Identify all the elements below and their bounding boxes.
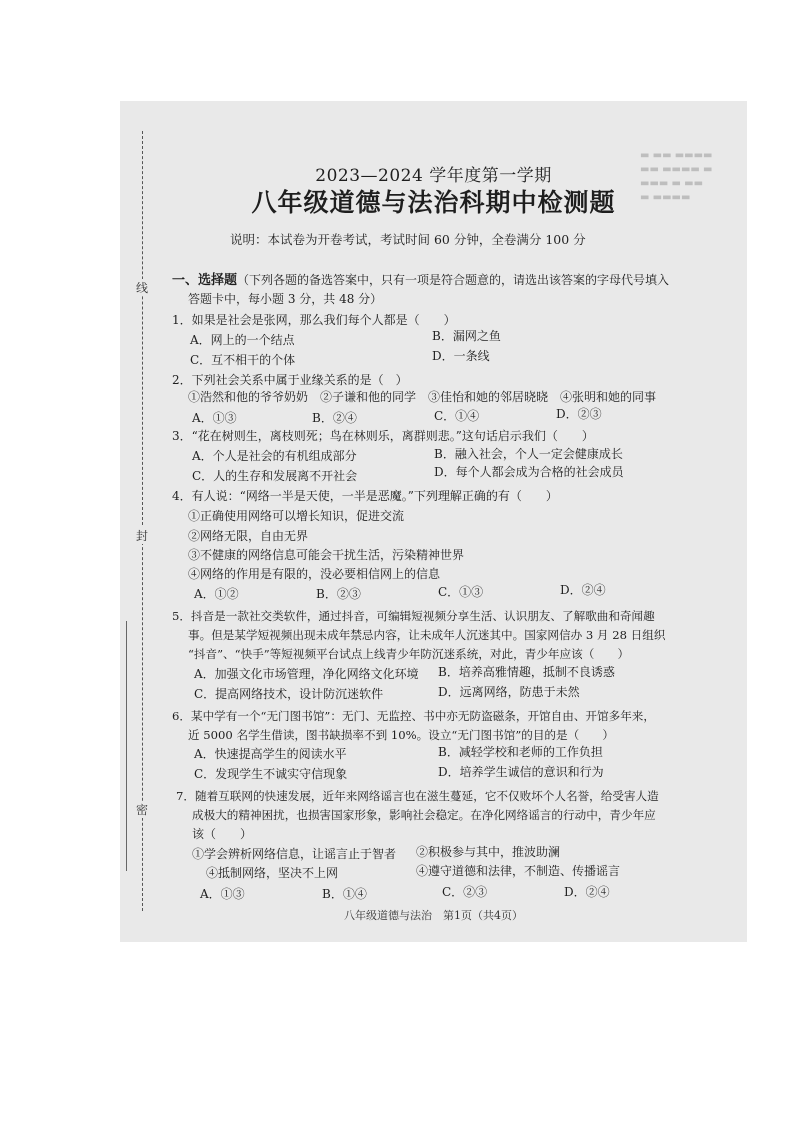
q1-stem: 1．如果是社会是张网，那么我们每个人都是（ ） — [172, 313, 456, 327]
q2-stem: 2．下列社会关系中属于业缘关系的是（ ） — [172, 373, 408, 387]
q1-option-c: C．互不相干的个体 — [190, 353, 296, 367]
q5-stem-line2: 事。但是某学短视频出现未成年禁忌内容，让未成年人沉迷其中。国家网信办 3 月 28 日组织 — [188, 628, 666, 642]
q7-item-1: ①学会辨析网络信息，让谣言止于智者 — [192, 847, 397, 861]
q4-option-a: A．①② — [194, 587, 239, 601]
q6-option-d: D．培养学生诚信的意识和行为 — [438, 765, 604, 779]
q4-option-b: B．②③ — [316, 587, 361, 601]
section1-desc-line1: （下列各题的备选答案中，只有一项是符合题意的，请选出该答案的字母代号填入 — [237, 273, 670, 287]
q5-option-d: D．远离网络，防患于未然 — [438, 685, 580, 699]
q5-option-c: C．提高网络技术，设计防沉迷软件 — [194, 687, 384, 701]
q7-item-2: ②积极参与其中，推波助澜 — [416, 845, 561, 859]
q7-option-d: D．②④ — [564, 885, 610, 899]
q3-option-c: C．人的生存和发展离不开社会 — [192, 469, 358, 483]
exam-title: 八年级道德与法治科期中检测题 — [251, 188, 616, 217]
q4-option-c: C．①③ — [438, 585, 484, 599]
q4-stem: 4．有人说：“网络一半是天使，一半是恶魔。”下列理解正确的有（ ） — [172, 489, 558, 503]
q1-option-d: D．一条线 — [432, 349, 490, 363]
q4-item-2: ②网络无限，自由无界 — [188, 529, 309, 543]
q4-item-4: ④网络的作用是有限的，没必要相信网上的信息 — [188, 567, 441, 581]
q6-option-a: A．快速提高学生的阅读水平 — [194, 747, 347, 761]
q7-stem-line2: 成极大的精神困扰，也损害国家形象，影响社会稳定。在净化网络谣言的行动中，青少年应 — [192, 808, 656, 822]
q7-option-b: B．①④ — [322, 887, 367, 901]
q7-stem-line3: 该（ ） — [192, 827, 253, 841]
q2-option-a: A．①③ — [192, 411, 237, 425]
q1-option-a: A．网上的一个结点 — [190, 333, 295, 347]
margin-char-feng: 封 — [135, 529, 148, 543]
q2-option-b: B．②④ — [312, 411, 357, 425]
q1-option-b: B．漏网之鱼 — [432, 329, 501, 343]
q6-option-c: C．发现学生不诚实守信现象 — [194, 767, 348, 781]
margin-bracket — [122, 621, 127, 871]
exam-year-line: 2023—2024 学年度第一学期 — [315, 166, 552, 186]
page-footer: 八年级道德与法治 第1页（共4页） — [344, 909, 523, 922]
q6-stem-line1: 6．某中学有一个“无门图书馆”：无门、无监控、书中亦无防盗磁条，开馆自由、开馆多年来， — [172, 709, 655, 723]
q5-option-a: A．加强文化市场管理，净化网络文化环境 — [194, 667, 419, 681]
q3-option-a: A．个人是社会的有机组成部分 — [192, 449, 357, 463]
binding-margin-line — [142, 131, 143, 911]
q2-option-d: D．②③ — [556, 407, 602, 421]
q5-stem-line1: 5．抖音是一款社交类软件，通过抖音，可编辑短视频分享生活、认识朋友、了解歌曲和奇闻趣 — [172, 609, 655, 623]
margin-char-xian: 线 — [135, 281, 148, 295]
q5-option-b: B．培养高雅情趣，抵制不良诱惑 — [438, 665, 615, 679]
q6-stem-line2: 近 5000 名学生借读，图书缺损率不到 10%。设立“无门图书馆”的目的是（ ） — [188, 728, 614, 742]
exam-instructions: 说明：本试卷为开卷考试，考试时间 60 分钟，全卷满分 100 分 — [230, 232, 586, 247]
section1-title: 一、选择题 — [172, 273, 238, 288]
exam-page — [120, 101, 747, 942]
q7-item-3: ④抵制网络，坚决不上网 — [206, 866, 339, 880]
q4-item-1: ①正确使用网络可以增长知识，促进交流 — [188, 509, 405, 523]
section1-header — [172, 271, 669, 290]
q4-item-3: ③不健康的网络信息可能会干扰生活，污染精神世界 — [188, 548, 465, 562]
q2-items: ①浩然和他的爷爷奶奶 ②子谦和他的同学 ③佳怡和她的邻居晓晓 ④张明和她的同事 — [188, 390, 657, 404]
q6-option-b: B．减轻学校和老师的工作负担 — [438, 745, 603, 759]
q5-stem-line3: “抖音”、“快手”等短视频平台试点上线青少年防沉迷系统，对此，青少年应该（ ） — [188, 647, 630, 661]
q3-stem: 3．“花在树则生，离枝则死；鸟在林则乐，离群则悲。”这句话启示我们（ ） — [172, 429, 594, 443]
q7-item-4: ④遵守道德和法律，不制造、传播谣言 — [416, 864, 621, 878]
q7-option-c: C．②③ — [442, 885, 488, 899]
section1-desc-line2: 答题卡中，每小题 3 分，共 48 分） — [188, 292, 383, 306]
margin-char-mi: 密 — [135, 803, 148, 817]
q4-option-d: D．②④ — [560, 583, 606, 597]
q7-stem-line1: 7．随着互联网的快速发展，近年来网络谣言也在滋生蔓延，它不仅败坏个人名誉，给受害人造 — [176, 789, 659, 803]
q2-option-c: C．①④ — [434, 409, 480, 423]
q3-option-d: D．每个人都会成为合格的社会成员 — [434, 465, 624, 479]
show-through-text: ▬ ▬▬ ▬▬▬▬ ▬▬ ▬▬▬▬ ▬ ▬▬▬ ▬ ▬▬ ▬ ▬▬▬▬ — [640, 150, 713, 203]
q7-option-a: A．①③ — [200, 887, 245, 901]
q3-option-b: B．融入社会，个人一定会健康成长 — [434, 447, 623, 461]
